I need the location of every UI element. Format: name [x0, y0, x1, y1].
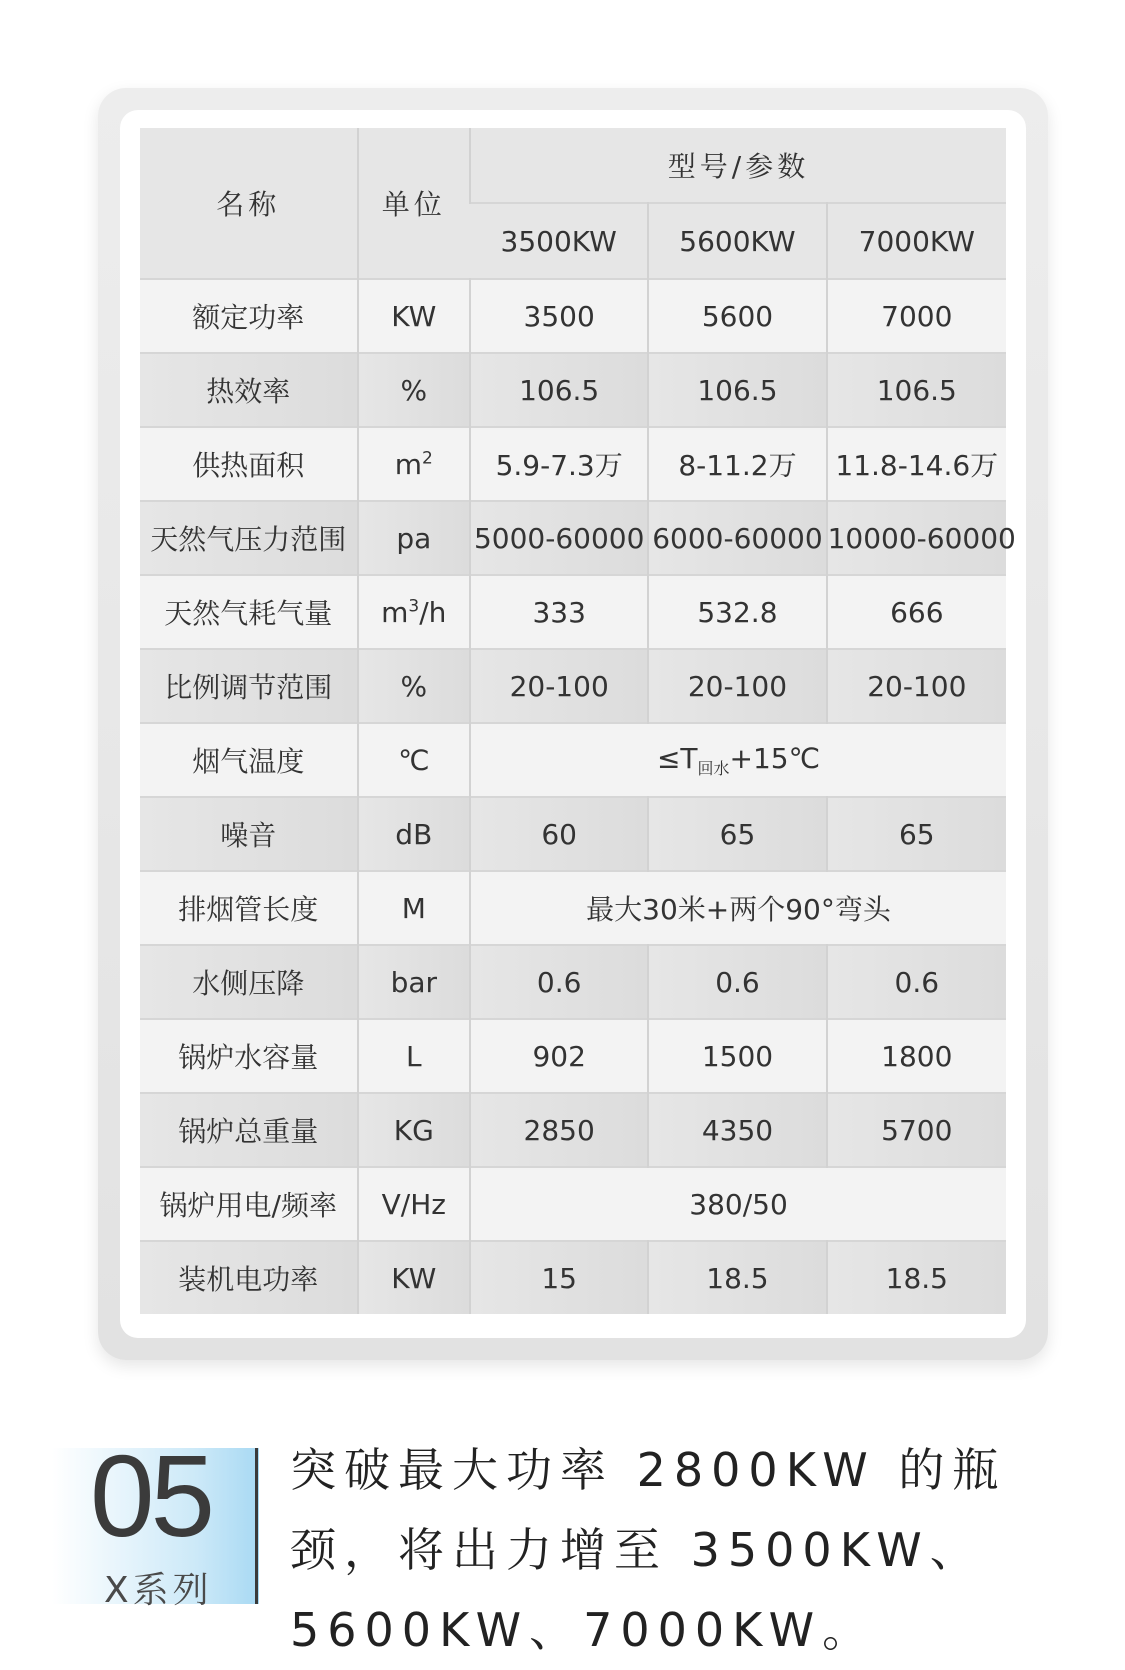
row-value: 11.8-14.6万 — [827, 427, 1006, 501]
row-name: 水侧压降 — [140, 945, 358, 1019]
row-value: 4350 — [648, 1093, 826, 1167]
row-name: 装机电功率 — [140, 1241, 358, 1314]
header-model-group: 型号/参数 — [470, 128, 1006, 203]
row-value: 20-100 — [648, 649, 826, 723]
row-value: 0.6 — [648, 945, 826, 1019]
row-name: 比例调节范围 — [140, 649, 358, 723]
row-unit: L — [358, 1019, 470, 1093]
table-row — [140, 279, 1006, 353]
row-value: 15 — [470, 1241, 648, 1314]
row-unit: M — [358, 871, 470, 945]
row-value: 0.6 — [827, 945, 1006, 1019]
row-value: 5000-60000 — [470, 501, 648, 575]
row-value: 666 — [827, 575, 1006, 649]
row-unit: KW — [358, 1241, 470, 1314]
row-unit — [358, 427, 470, 501]
header-name: 名称 — [140, 128, 358, 279]
row-unit: KW — [358, 279, 470, 353]
row-name: 锅炉用电/频率 — [140, 1167, 358, 1241]
row-merged-value: 最大30米+两个90°弯头 — [470, 871, 1006, 945]
row-value: 20-100 — [470, 649, 648, 723]
row-unit: % — [358, 353, 470, 427]
row-value: 106.5 — [827, 353, 1006, 427]
row-unit: KG — [358, 1093, 470, 1167]
row-value: 8-11.2万 — [648, 427, 826, 501]
merged-pre: ≤T — [656, 741, 698, 775]
row-name: 排烟管长度 — [140, 871, 358, 945]
unit-base: m — [394, 447, 423, 481]
table-row — [140, 797, 1006, 871]
row-unit: pa — [358, 501, 470, 575]
table-row — [140, 1167, 1006, 1241]
table-row — [140, 353, 1006, 427]
row-name: 锅炉总重量 — [140, 1093, 358, 1167]
row-unit: ℃ — [358, 723, 470, 797]
row-value: 532.8 — [648, 575, 826, 649]
feature-number: 05 — [90, 1431, 212, 1561]
feature-divider — [255, 1448, 258, 1604]
row-value: 902 — [470, 1019, 648, 1093]
feature-line: 5600KW、7000KW。 — [290, 1603, 877, 1657]
row-value: 333 — [470, 575, 648, 649]
row-name: 烟气温度 — [140, 723, 358, 797]
feature-line: 颈，将出力增至 3500KW、 — [290, 1523, 984, 1577]
spec-table — [140, 128, 1016, 1314]
row-value: 10000-60000 — [827, 501, 1006, 575]
row-merged-value — [470, 723, 1006, 797]
table-row — [140, 649, 1006, 723]
row-name: 锅炉水容量 — [140, 1019, 358, 1093]
row-value: 65 — [648, 797, 826, 871]
table-row — [140, 1019, 1006, 1093]
row-value: 65 — [827, 797, 1006, 871]
feature-description — [290, 1430, 1060, 1670]
unit-base: m — [381, 595, 409, 629]
header-model: 5600KW — [648, 203, 826, 279]
row-value: 5.9-7.3万 — [470, 427, 648, 501]
row-value: 1800 — [827, 1019, 1006, 1093]
unit-superscript: 3 — [408, 596, 420, 617]
row-unit: dB — [358, 797, 470, 871]
row-name: 热效率 — [140, 353, 358, 427]
table-row — [140, 427, 1006, 501]
row-value: 18.5 — [827, 1241, 1006, 1314]
table-row — [140, 1241, 1006, 1314]
table-row — [140, 501, 1006, 575]
row-value: 106.5 — [648, 353, 826, 427]
row-value: 20-100 — [827, 649, 1006, 723]
row-value: 18.5 — [648, 1241, 826, 1314]
row-name: 额定功率 — [140, 279, 358, 353]
row-unit: V/Hz — [358, 1167, 470, 1241]
feature-line: 突破最大功率 2800KW 的瓶 — [290, 1443, 1007, 1497]
row-value: 1500 — [648, 1019, 826, 1093]
row-value: 60 — [470, 797, 648, 871]
header-model: 3500KW — [470, 203, 648, 279]
row-value: 2850 — [470, 1093, 648, 1167]
row-value: 3500 — [470, 279, 648, 353]
unit-tail: /h — [419, 595, 447, 629]
feature-series-label: X系列 — [104, 1570, 213, 1611]
header-model: 7000KW — [827, 203, 1006, 279]
unit-superscript: 2 — [422, 448, 433, 469]
row-value: 7000 — [827, 279, 1006, 353]
row-unit — [358, 575, 470, 649]
row-value: 106.5 — [470, 353, 648, 427]
table-row — [140, 871, 1006, 945]
row-name: 天然气耗气量 — [140, 575, 358, 649]
row-name: 天然气压力范围 — [140, 501, 358, 575]
row-name: 供热面积 — [140, 427, 358, 501]
table-row — [140, 723, 1006, 797]
row-value: 6000-60000 — [648, 501, 826, 575]
table-row — [140, 575, 1006, 649]
row-unit: bar — [358, 945, 470, 1019]
table-row — [140, 945, 1006, 1019]
table-row — [140, 1093, 1006, 1167]
row-merged-value: 380/50 — [470, 1167, 1006, 1241]
merged-subscript: 回水 — [697, 758, 730, 778]
row-value: 0.6 — [470, 945, 648, 1019]
row-value: 5600 — [648, 279, 826, 353]
header-unit: 单位 — [358, 128, 470, 279]
merged-post: +15℃ — [729, 741, 821, 775]
row-unit: % — [358, 649, 470, 723]
row-value: 5700 — [827, 1093, 1006, 1167]
row-name: 噪音 — [140, 797, 358, 871]
